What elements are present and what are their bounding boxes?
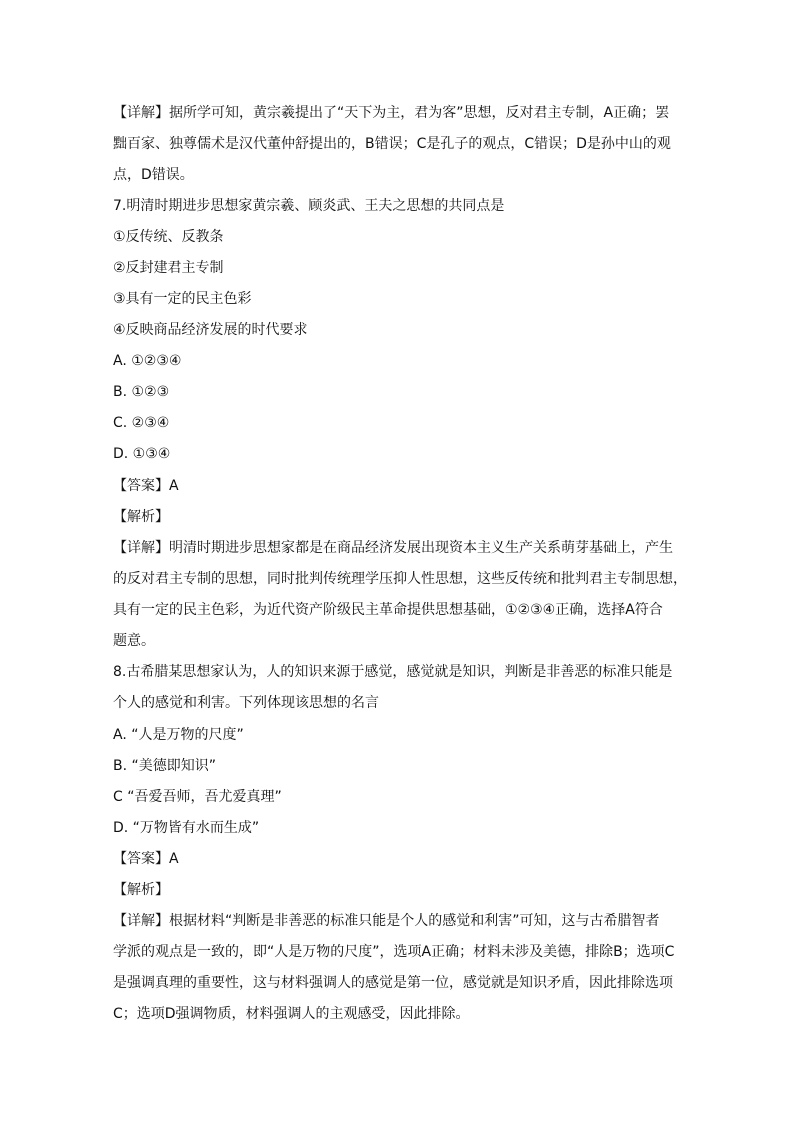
q8-explanation-line-2: 学派的观点是一致的，即“人是万物的尺度”，选项A正确；材料未涉及美德，排除B；选项C	[113, 944, 675, 960]
q6-explanation-line-2: 黜百家、独尊儒术是汉代董仲舒提出的，B错误；C是孔子的观点，C错误；D是孙中山的观	[113, 136, 671, 152]
q7-item-1: ①反传统、反教条	[113, 229, 224, 245]
q8-explanation-line-3: 是强调真理的重要性，这与材料强调人的感觉是第一位，感觉就是知识矛盾，因此排除选项	[113, 975, 673, 991]
q7-item-3: ③具有一定的民主色彩	[113, 291, 252, 307]
q8-analysis-label: 【解析】	[113, 882, 169, 898]
q7-answer: 【答案】A	[113, 478, 179, 494]
q7-option-a: A. ①②③④	[113, 353, 182, 369]
q7-option-d: D. ①③④	[113, 446, 171, 462]
q7-explanation-line-2: 的反对君主专制的思想，同时批判传统理学压抑人性思想，这些反传统和批判君主专制思想，	[113, 571, 687, 587]
q6-explanation-line-3: 点，D错误。	[113, 167, 194, 183]
q7-explanation-line-4: 题意。	[113, 633, 155, 649]
q7-explanation-line-1: 【详解】明清时期进步思想家都是在商品经济发展出现资本主义生产关系萌芽基础上，产生	[113, 540, 673, 556]
q7-stem: 7.明清时期进步思想家黄宗羲、顾炎武、王夫之思想的共同点是	[113, 198, 505, 214]
q8-answer: 【答案】A	[113, 851, 179, 867]
q8-explanation-line-1: 【详解】根据材料“判断是非善恶的标准只能是个人的感觉和利害”可知，这与古希腊智者	[113, 913, 660, 929]
q8-stem-line-1: 8.古希腊某思想家认为，人的知识来源于感觉，感觉就是知识，判断是非善恶的标准只能是	[113, 664, 673, 680]
q8-stem-line-2: 个人的感觉和利害。下列体现该思想的名言	[113, 695, 379, 711]
q6-explanation-line-1: 【详解】据所学可知，黄宗羲提出了“天下为主，君为客”思想，反对君主专制，A正确；罢	[113, 105, 670, 121]
q7-item-2: ②反封建君主专制	[113, 260, 224, 276]
q7-option-c: C. ②③④	[113, 415, 170, 431]
q8-explanation-line-4: C；选项D强调物质，材料强调人的主观感受，因此排除。	[113, 1006, 470, 1022]
q8-option-c: C “吾爱吾师，吾尤爱真理”	[113, 789, 282, 805]
q7-item-4: ④反映商品经济发展的时代要求	[113, 322, 308, 338]
q7-option-b: B. ①②③	[113, 384, 170, 400]
q7-analysis-label: 【解析】	[113, 509, 169, 525]
q8-option-b: B. “美德即知识”	[113, 758, 217, 774]
q8-option-a: A. “人是万物的尺度”	[113, 727, 244, 743]
q8-option-d: D. “万物皆有水而生成”	[113, 820, 260, 836]
q7-explanation-line-3: 具有一定的民主色彩，为近代资产阶级民主革命提供思想基础，①②③④正确，选择A符合	[113, 602, 663, 618]
